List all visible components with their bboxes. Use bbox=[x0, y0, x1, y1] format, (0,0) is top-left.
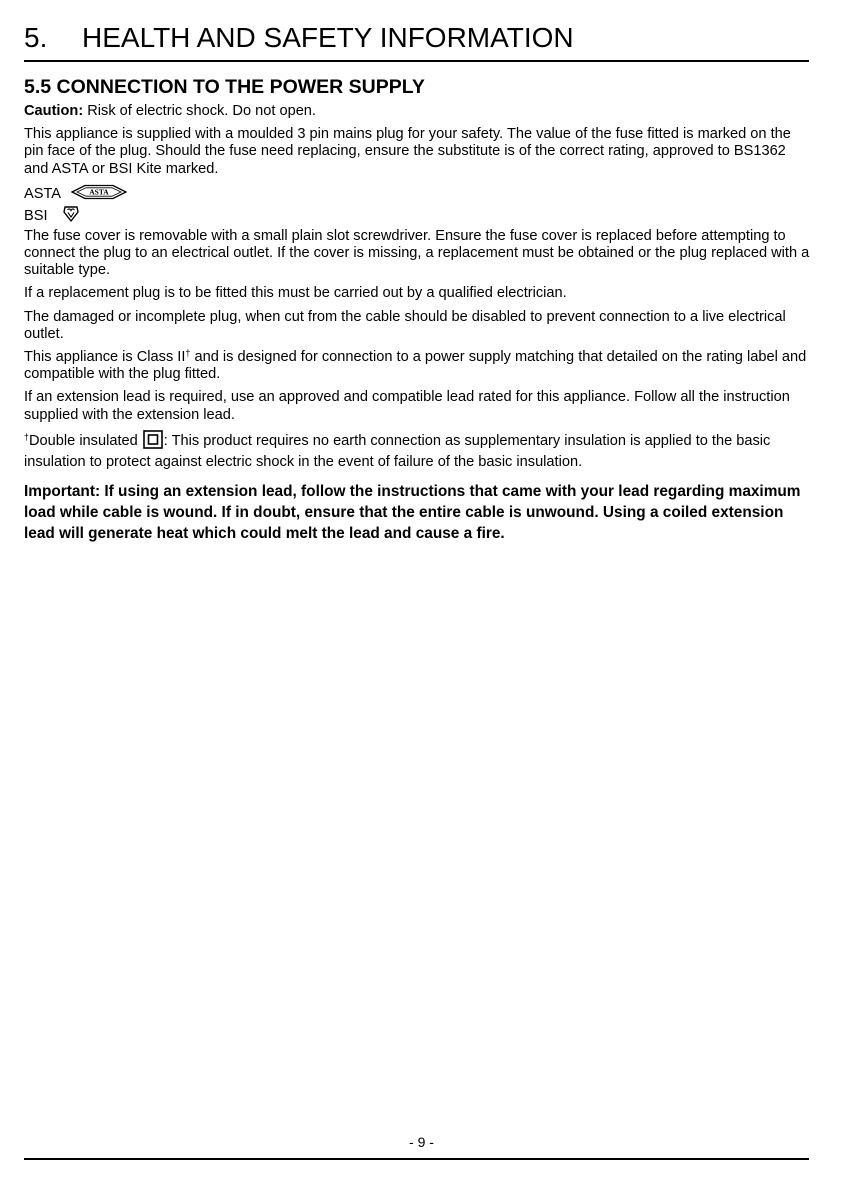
paragraph-extension-lead: If an extension lead is required, use an approved and compatible lead rated for this appliance. Follow all the instruction supplied with the extension lead. bbox=[24, 389, 790, 423]
page-content bbox=[24, 75, 814, 550]
asta-label: ASTA bbox=[24, 186, 62, 203]
chapter-number: 5. bbox=[24, 22, 48, 53]
dagger-mark: † bbox=[185, 348, 191, 359]
paragraph-fuse-cover: The fuse cover is removable with a small plain slot screwdriver. Ensure the fuse cover is replaced before attempting to connect the plug to an electrical outlet. If the cover is missing, a replacement must be obtained or the plug replaced with a suitable type. bbox=[24, 227, 810, 279]
class-ii-text-rest: and is designed for connection to a power supply matching that detailed on the rating label and compatible with the plug fitted. bbox=[24, 349, 807, 383]
caution-line bbox=[24, 103, 814, 120]
footer-rule bbox=[24, 1158, 809, 1160]
chapter-title-text: HEALTH AND SAFETY INFORMATION bbox=[82, 22, 574, 53]
title-rule bbox=[24, 60, 809, 62]
asta-logo-text: ASTA bbox=[89, 187, 109, 197]
asta-logo-icon bbox=[71, 184, 127, 205]
double-insulation-icon bbox=[143, 430, 163, 454]
bsi-kitemark-icon bbox=[62, 205, 80, 228]
double-insulated-text: : This product requires no earth connection as supplementary insulation is applied to the basic insulation to protect against electric shock in the event of failure of the basic insulation. bbox=[24, 432, 771, 471]
asta-mark-line bbox=[24, 184, 814, 206]
double-insulated-label: Double insulated bbox=[29, 432, 142, 449]
important-warning: Important: If using an extension lead, follow the instructions that came with your lead regarding maximum load while cable is wound. If in doubt, ensure that the entire cable is unwound. Using a coiled extension lead will generate heat which could melt the lead and cause a fire. bbox=[24, 483, 801, 543]
paragraph-replacement-plug: If a replacement plug is to be fitted this must be carried out by a qualified electrician. bbox=[24, 285, 567, 302]
dagger-mark-footnote: † bbox=[24, 431, 30, 442]
paragraph-double-insulated bbox=[24, 430, 814, 471]
paragraph-damaged-plug: The damaged or incomplete plug, when cut from the cable should be disabled to prevent connection to a live electrical outlet. bbox=[24, 308, 786, 342]
paragraph-class-ii bbox=[24, 349, 814, 383]
class-ii-text: This appliance is Class II bbox=[24, 349, 186, 366]
paragraph-fuse-info: This appliance is supplied with a moulded 3 pin mains plug for your safety. The value of the fuse fitted is marked on the pin face of the plug. Should the fuse need replacing, ensure the substitute is of the correct rating, approved to BS1362 and ASTA or BSI Kite marked. bbox=[24, 126, 791, 177]
caution-text: Risk of electric shock. Do not open. bbox=[83, 103, 316, 119]
bsi-mark-line bbox=[24, 206, 814, 228]
section-heading: 5.5 CONNECTION TO THE POWER SUPPLY bbox=[24, 76, 425, 98]
caution-label: Caution: bbox=[24, 103, 84, 119]
chapter-title bbox=[24, 18, 809, 58]
page-number: - 9 - bbox=[409, 1134, 434, 1150]
bsi-label: BSI bbox=[24, 208, 48, 225]
